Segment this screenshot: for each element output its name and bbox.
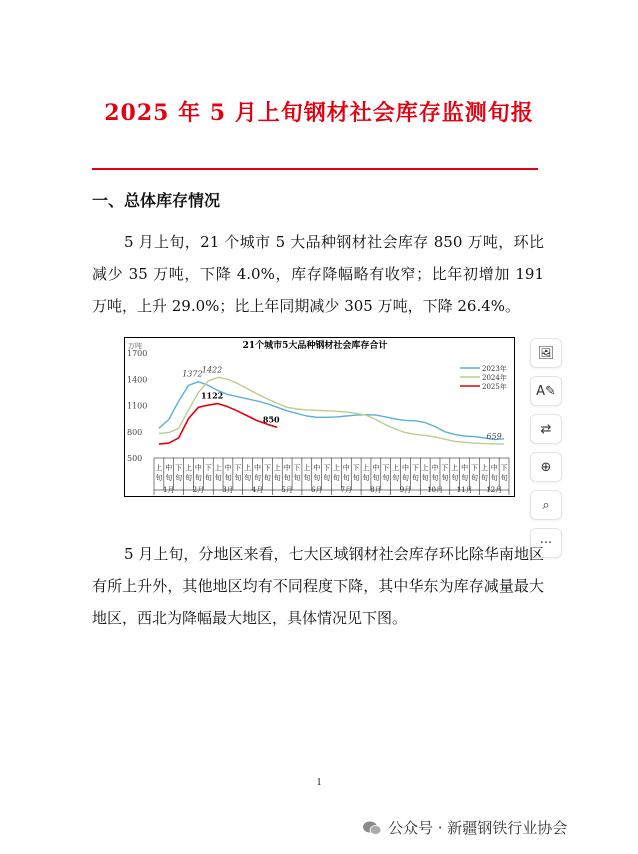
x-tick-label: 中 xyxy=(401,464,409,472)
y-tick-label: 1400 xyxy=(127,375,148,385)
x-tick-label: 旬 xyxy=(175,474,183,482)
x-tick-label: 中 xyxy=(224,464,232,472)
x-tick-label: 下 xyxy=(204,464,212,472)
x-tick-label: 上 xyxy=(273,464,281,472)
paragraph-overall: 5 月上旬，21 个城市 5 大品种钢材社会库存 850 万吨，环比减少 35 万吨，下降 4.0%，库存降幅略有收窄；比年初增加 191 万吨，上升 29.0%；比上年同期减少 305 万吨，下降 26.4%。 xyxy=(92,233,544,315)
x-tick-label: 下 xyxy=(500,464,508,472)
x-tick-label: 旬 xyxy=(224,474,232,482)
x-tick-label: 旬 xyxy=(421,474,429,482)
x-tick-label: 旬 xyxy=(244,474,252,482)
x-tick-label: 旬 xyxy=(283,474,291,482)
x-tick-label: 下 xyxy=(352,464,360,472)
y-tick-label: 1100 xyxy=(127,401,148,411)
y-tick-label: 1700 xyxy=(127,349,148,358)
more-icon: ··· xyxy=(539,535,553,551)
x-tick-label: 中 xyxy=(431,464,439,472)
x-tick-label: 下 xyxy=(470,464,478,472)
month-label: 1月 xyxy=(163,486,175,494)
month-label: 6月 xyxy=(310,486,323,494)
x-tick-label: 旬 xyxy=(204,474,212,482)
x-tick-label: 旬 xyxy=(382,474,390,482)
x-tick-label: 旬 xyxy=(431,474,439,482)
translate-icon: ⇄ xyxy=(540,421,552,437)
x-tick-label: 中 xyxy=(461,464,469,472)
x-tick-label: 旬 xyxy=(461,474,469,482)
month-label: 5月 xyxy=(281,486,293,494)
x-tick-label: 旬 xyxy=(362,474,370,482)
x-tick-label: 上 xyxy=(303,464,311,472)
zoom-in-button[interactable] xyxy=(530,452,562,482)
legend-label: 2024年 xyxy=(482,374,507,382)
x-tick-label: 旬 xyxy=(185,474,193,482)
x-tick-label: 旬 xyxy=(441,474,449,482)
x-tick-label: 下 xyxy=(263,464,271,472)
x-tick-label: 旬 xyxy=(155,474,163,482)
image-edit-icon: 🖼 xyxy=(537,345,555,361)
title-divider xyxy=(92,168,538,170)
x-tick-label: 上 xyxy=(421,464,429,472)
x-tick-label: 中 xyxy=(490,464,498,472)
data-label: 1122 xyxy=(200,390,224,401)
month-label: 2月 xyxy=(192,486,205,494)
month-label: 4月 xyxy=(251,486,264,494)
x-tick-label: 旬 xyxy=(342,474,350,482)
x-tick-label: 上 xyxy=(244,464,252,472)
x-tick-label: 旬 xyxy=(480,474,488,482)
x-tick-label: 旬 xyxy=(500,474,508,482)
data-label: 1372 xyxy=(182,369,203,379)
watermark xyxy=(362,817,567,838)
chart-title: 21个城市5大品种钢材社会库存合计 xyxy=(242,341,388,351)
x-tick-label: 中 xyxy=(194,464,202,472)
x-tick-label: 上 xyxy=(185,464,193,472)
data-label: 1422 xyxy=(201,365,223,375)
x-tick-label: 中 xyxy=(372,464,380,472)
data-label: 659 xyxy=(486,432,502,442)
x-tick-label: 上 xyxy=(332,464,340,472)
x-tick-label: 旬 xyxy=(273,474,281,482)
y-tick-label: 500 xyxy=(127,454,143,463)
x-tick-label: 上 xyxy=(451,464,459,472)
zoom-in-icon: ⊕ xyxy=(540,459,552,475)
section-heading: 一、总体库存情况 xyxy=(92,191,221,210)
x-tick-label: 旬 xyxy=(194,474,202,482)
page-number: 1 xyxy=(316,777,322,788)
legend-label: 2025年 xyxy=(482,383,507,391)
text-style-icon: A✎ xyxy=(536,383,556,399)
x-tick-label: 旬 xyxy=(254,474,262,482)
x-tick-label: 上 xyxy=(362,464,370,472)
series-line-2025年 xyxy=(159,404,277,445)
x-tick-label: 上 xyxy=(392,464,400,472)
watermark-text: 公众号 · 新疆钢铁行业协会 xyxy=(388,819,568,837)
x-tick-label: 旬 xyxy=(451,474,459,482)
x-tick-label: 旬 xyxy=(313,474,321,482)
x-tick-label: 上 xyxy=(155,464,163,472)
x-tick-label: 下 xyxy=(234,464,242,472)
side-toolbar xyxy=(530,338,562,566)
month-label: 9月 xyxy=(399,486,412,494)
x-tick-label: 旬 xyxy=(352,474,360,482)
month-label: 10月 xyxy=(427,486,444,494)
x-tick-label: 下 xyxy=(411,464,419,472)
month-label: 8月 xyxy=(370,486,382,494)
inventory-line-chart xyxy=(124,337,515,497)
image-edit-button[interactable] xyxy=(530,338,562,368)
month-label: 7月 xyxy=(340,486,353,494)
x-tick-label: 中 xyxy=(165,464,173,472)
image-search-button[interactable] xyxy=(530,490,562,520)
month-label: 3月 xyxy=(222,486,234,494)
wechat-icon xyxy=(362,820,382,836)
x-tick-label: 旬 xyxy=(303,474,311,482)
x-tick-label: 旬 xyxy=(293,474,301,482)
x-tick-label: 旬 xyxy=(490,474,498,482)
data-label: 850 xyxy=(262,414,280,425)
x-tick-label: 上 xyxy=(214,464,222,472)
x-tick-label: 中 xyxy=(283,464,291,472)
text-style-button[interactable] xyxy=(530,376,562,406)
document-title: 2025 年 5 月上旬钢材社会库存监测旬报 xyxy=(104,100,534,126)
x-tick-label: 中 xyxy=(313,464,321,472)
y-tick-label: 800 xyxy=(127,427,143,437)
x-tick-label: 旬 xyxy=(332,474,340,482)
legend-label: 2023年 xyxy=(482,365,507,373)
paragraph-regional: 5 月上旬，分地区来看，七大区域钢材社会库存环比除华南地区有所上升外，其他地区均有不同程度下降，其中华东为库存减量最大地区，西北为降幅最大地区，具体情况见下图。 xyxy=(92,545,544,627)
x-tick-label: 下 xyxy=(323,464,331,472)
month-label: 11月 xyxy=(456,486,473,494)
x-tick-label: 旬 xyxy=(401,474,409,482)
x-tick-label: 旬 xyxy=(392,474,400,482)
chart-svg xyxy=(125,338,514,496)
y-axis-label: 万吨 xyxy=(128,342,142,350)
translate-button[interactable] xyxy=(530,414,562,444)
x-tick-label: 下 xyxy=(382,464,390,472)
x-tick-label: 旬 xyxy=(234,474,242,482)
x-tick-label: 旬 xyxy=(165,474,173,482)
x-tick-label: 旬 xyxy=(323,474,331,482)
x-tick-label: 旬 xyxy=(214,474,222,482)
x-tick-label: 旬 xyxy=(263,474,271,482)
x-tick-label: 上 xyxy=(480,464,488,472)
x-tick-label: 中 xyxy=(254,464,262,472)
x-tick-label: 中 xyxy=(342,464,350,472)
x-tick-label: 旬 xyxy=(411,474,419,482)
x-tick-label: 下 xyxy=(441,464,449,472)
x-tick-label: 下 xyxy=(293,464,301,472)
x-tick-label: 下 xyxy=(175,464,183,472)
x-tick-label: 旬 xyxy=(372,474,380,482)
x-tick-label: 旬 xyxy=(470,474,478,482)
month-label: 12月 xyxy=(486,486,503,494)
image-search-icon: ⌕ xyxy=(542,497,550,513)
